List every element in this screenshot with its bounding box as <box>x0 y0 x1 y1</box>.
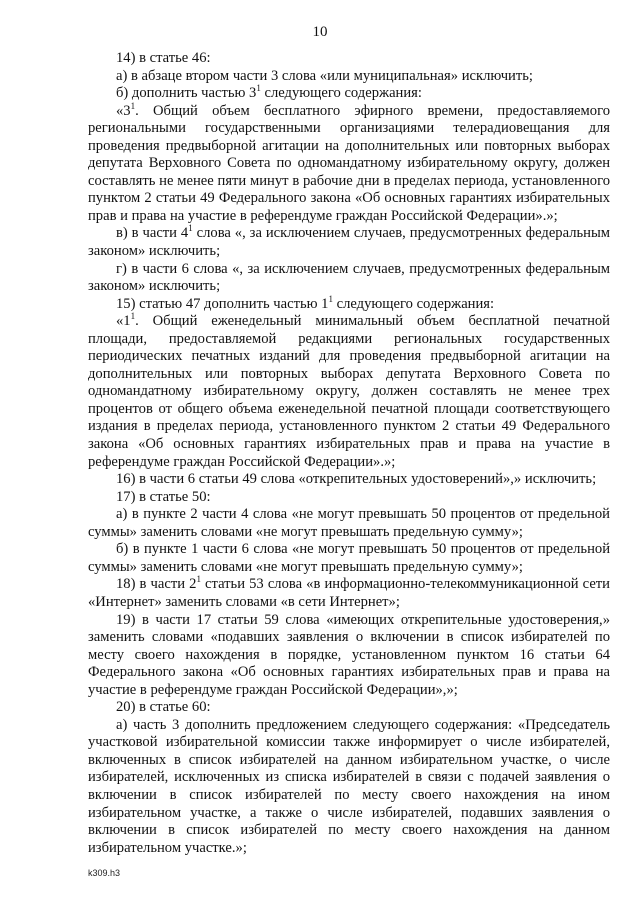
document-body <box>88 50 610 857</box>
paragraph-text: 18) в части 2 <box>116 576 197 593</box>
paragraph-text: а) в пункте 2 части 4 слова «не могут превышать 50 процентов от предельной суммы» заменить словами «не могут превышать предельную сумму»; <box>88 506 610 540</box>
superscript: 1 <box>130 311 136 322</box>
paragraph <box>88 506 610 541</box>
paragraph-text: «1 <box>116 313 131 330</box>
paragraph-text: 16) в части 6 статьи 49 слова «открепительных удостоверений»,» исключить; <box>116 471 597 488</box>
paragraph <box>88 85 610 103</box>
paragraph-text: б) дополнить частью 3 <box>116 85 257 102</box>
paragraph-text: 20) в статье 60: <box>116 699 211 716</box>
superscript: 1 <box>256 83 261 94</box>
paragraph <box>88 576 610 611</box>
paragraph <box>88 699 610 717</box>
paragraph-text: б) в пункте 1 части 6 слова «не могут превышать 50 процентов от предельной суммы» заменить словами «не могут превышать предельную сумму»; <box>88 541 610 575</box>
paragraph-text: 14) в статье 46: <box>116 50 211 66</box>
paragraph-text: 15) статью 47 дополнить частью 1 <box>116 295 329 312</box>
page-number: 10 <box>312 24 328 40</box>
paragraph-text: . Общий еженедельный минимальный объем бесплатной печатной площади, предоставляемой редакциями региональных государственных периодических печатных изданий для проведения предвыборной агитации на дополнительных или повторных выборах депутата Верховного Совета по одномандатному избирательному округу, должен составлять не менее трех процентов от общего объема еженедельной печатной площади соответствующего издания в пределах периода, установленного пунктом 2 статьи 49 Федерального закона «Об основных гарантиях избирательных прав и права на участие в референдуме граждан Российской Федерации».»; <box>88 313 610 470</box>
paragraph-text: статьи 53 слова «в информационно-телекоммуникационной сети «Интернет» заменить словами «в сети Интернет»; <box>88 576 610 610</box>
paragraph <box>88 313 610 471</box>
paragraph <box>88 261 610 296</box>
paragraph-text: а) часть 3 дополнить предложением следующего содержания: «Председатель участковой избирательной комиссии также информирует о числе избирателей, включенных в список избирателей на данном избирательном участке, о числе избирателей, исключенных из списка избирателей в связи с подачей заявления о включении в список избирателей по месту своего нахождения на ином избирательном участке, а также о числе избирателей, подавших заявления о включении в список избирателей по месту своего нахождения на данном избирательном участке.»; <box>88 716 610 856</box>
paragraph-text: г) в части 6 слова «, за исключением случаев, предусмотренных федеральным законом» исключить; <box>88 260 610 295</box>
superscript: 1 <box>328 293 333 304</box>
paragraph-text: слова «, за исключением случаев, предусмотренных федеральным законом» исключить; <box>88 225 610 260</box>
paragraph <box>88 225 610 260</box>
superscript: 1 <box>196 574 201 585</box>
superscript: 1 <box>130 100 136 111</box>
paragraph <box>88 489 610 507</box>
paragraph-text: . Общий объем бесплатного эфирного времени, предоставляемого региональными государственными организациями телерадиовещания для проведения предвыборной агитации на дополнительных или повторных выборах депутата Верховного Совета по одномандатному избирательному округу, должен составлять не менее пяти минут в рабочие дни в пределах периода, установленного пунктом 2 статьи 49 Федерального закона «Об основных гарантиях избирательных прав и права на участие в референдуме граждан Российской Федерации».»; <box>88 102 610 224</box>
superscript: 1 <box>188 223 193 234</box>
paragraph-text: 17) в статье 50: <box>116 488 211 505</box>
paragraph-text: «3 <box>116 102 131 119</box>
paragraph-text: следующего содержания: <box>260 85 422 102</box>
paragraph <box>88 293 610 314</box>
paragraph-text: а) в абзаце втором части 3 слова «или муниципальная» исключить; <box>116 67 533 84</box>
paragraph <box>88 717 610 857</box>
paragraph-text: в) в части 4 <box>116 225 189 242</box>
paragraph-text: 19) в части 17 статьи 59 слова «имеющих открепительные удостоверения,» заменить словами «подавших заявления о включении в список избирателей по месту своего нахождения в порядке, установленном пунктом 16 статьи 64 Федерального закона «Об основных гарантиях избирательных прав и права на участие в референдуме граждан Российской Федерации»,»; <box>88 611 610 698</box>
paragraph <box>88 100 610 226</box>
paragraph <box>88 50 610 68</box>
paragraph <box>88 471 610 489</box>
paragraph <box>88 541 610 576</box>
document-code: k309.h3 <box>88 868 121 878</box>
paragraph-text: следующего содержания: <box>332 295 495 312</box>
paragraph <box>88 68 610 86</box>
paragraph <box>88 612 610 700</box>
